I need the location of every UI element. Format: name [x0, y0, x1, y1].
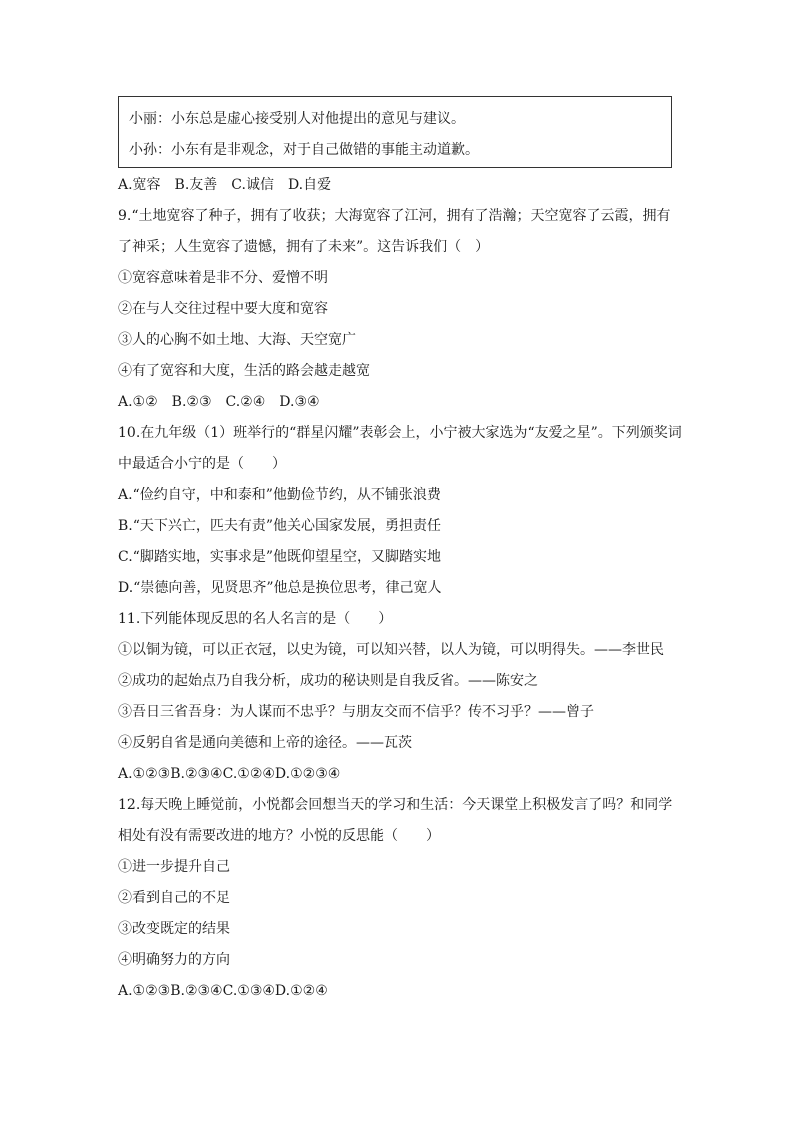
q9-item-1: ①宽容意味着是非不分、爱憎不明 — [118, 270, 328, 286]
q12-stem-line1: 12.每天晚上睡觉前，小悦都会回想当天的学习和生活：今天课堂上积极发言了吗？和同学 — [118, 797, 673, 813]
q11-item-4: ④反躬自省是通向美德和上帝的途径。——瓦茨 — [118, 735, 412, 751]
q11-item-3: ③吾日三省吾身：为人谋而不忠乎？与朋友交而不信乎？传不习乎？——曾子 — [118, 704, 594, 720]
q12-item-1: ①进一步提升自己 — [118, 859, 230, 875]
quote-box — [118, 96, 672, 168]
q9-stem-line1: 9.“土地宽容了种子，拥有了收获；大海宽容了江河，拥有了浩瀚；天空宽容了云霞，拥有 — [118, 208, 671, 224]
q10-option-b: B.“天下兴亡，匹夫有责”他关心国家发展，勇担责任 — [118, 518, 442, 534]
q9-stem-line2: 了神采；人生宽容了遗憾，拥有了未来”。这告诉我们（ ） — [118, 239, 490, 255]
q8-options: A.宽容 B.友善 C.诚信 D.自爱 — [118, 177, 332, 193]
q10-option-c: C.“脚踏实地，实事求是”他既仰望星空，又脚踏实地 — [118, 549, 441, 565]
q11-options: A.①②③B.②③④C.①②④D.①②③④ — [118, 766, 341, 782]
q10-stem-line1: 10.在九年级（1）班举行的“群星闪耀”表彰会上，小宁被大家选为“友爱之星”。下列颁奖词 — [118, 425, 682, 441]
q10-stem-line2: 中最适合小宁的是（ ） — [118, 456, 286, 472]
quote-line-xiaoli: 小丽：小东总是虚心接受别人对他提出的意见与建议。 — [129, 111, 465, 127]
q11-stem: 11.下列能体现反思的名人名言的是（ ） — [118, 611, 393, 627]
q12-item-4: ④明确努力的方向 — [118, 952, 230, 968]
q12-item-2: ②看到自己的不足 — [118, 890, 230, 906]
q9-options: A.①② B.②③ C.②④ D.③④ — [118, 394, 320, 410]
q12-item-3: ③改变既定的结果 — [118, 921, 230, 937]
q11-item-2: ②成功的起始点乃自我分析，成功的秘诀则是自我反省。——陈安之 — [118, 673, 538, 689]
q9-item-2: ②在与人交往过程中要大度和宽容 — [118, 301, 328, 317]
q12-stem-line2: 相处有没有需要改进的地方？小悦的反思能（ ） — [118, 828, 440, 844]
q10-option-a: A.“俭约自守，中和泰和”他勤俭节约，从不铺张浪费 — [118, 487, 441, 503]
quote-line-xiaosun: 小孙：小东有是非观念，对于自己做错的事能主动道歉。 — [129, 142, 479, 158]
q9-item-4: ④有了宽容和大度，生活的路会越走越宽 — [118, 363, 370, 379]
q11-item-1: ①以铜为镜，可以正衣冠，以史为镜，可以知兴替，以人为镜，可以明得失。——李世民 — [118, 642, 664, 658]
q10-option-d: D.“崇德向善，见贤思齐”他总是换位思考，律己宽人 — [118, 580, 442, 596]
exam-page — [118, 96, 682, 1007]
q12-options: A.①②③B.②③④C.①③④D.①②④ — [118, 983, 328, 999]
q9-item-3: ③人的心胸不如土地、大海、天空宽广 — [118, 332, 356, 348]
